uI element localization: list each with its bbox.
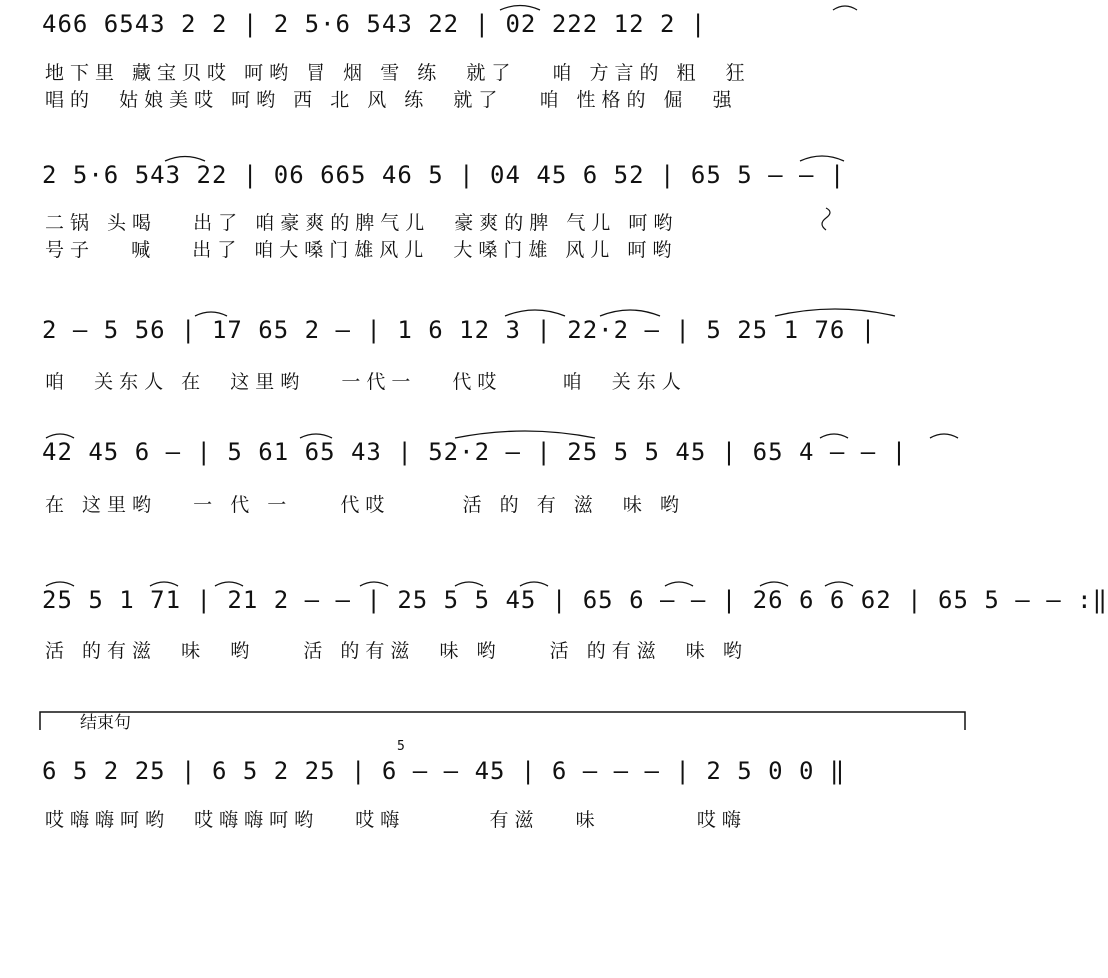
tie-mark	[665, 582, 693, 586]
lyric-row-1-line-1: 地下里 藏宝贝哎 呵哟 冒 烟 雪 练 就了 咱 方言的 粗 狂	[45, 62, 751, 84]
tie-mark	[215, 582, 243, 586]
tie-mark	[360, 582, 388, 586]
ending-bracket	[40, 712, 965, 730]
tie-mark	[300, 434, 332, 438]
tie-mark	[46, 582, 74, 586]
tie-mark	[520, 582, 548, 586]
tie-mark	[195, 312, 227, 316]
tie-mark	[455, 582, 483, 586]
tie-mark	[760, 582, 788, 586]
tie-mark	[833, 6, 857, 10]
tie-mark	[46, 434, 74, 438]
tie-mark	[825, 582, 853, 586]
lyric-row-1-line-2: 唱的 姑娘美哎 呵哟 西 北 风 练 就了 咱 性格的 倔 强	[45, 89, 738, 111]
tie-mark	[600, 310, 660, 316]
tie-mark	[930, 434, 958, 438]
lyric-brace-mark	[822, 208, 830, 230]
notation-row-5: 25 5 1 71 | 21 2 – – | 25 5 5 45 | 65 6 – – | 26 6 6 62 | 65 5 – – :‖	[42, 586, 1108, 614]
tie-mark	[505, 310, 565, 316]
tie-mark	[455, 431, 595, 438]
tie-mark	[820, 434, 848, 438]
lyric-row-2-line-2: 号子 喊 出了 咱大嗓门雄风儿 大嗓门雄 风儿 呵哟	[45, 239, 678, 261]
tie-mark	[775, 309, 895, 316]
lyric-row-2-line-1: 二锅 头喝 出了 咱豪爽的脾气儿 豪爽的脾 气儿 呵哟	[45, 212, 679, 234]
lyric-row-3-line-1: 咱 关东人 在 这里哟 一代一 代哎 咱 关东人	[45, 371, 687, 393]
tie-mark	[150, 582, 178, 586]
tie-mark	[800, 156, 844, 161]
notation-row-1: 466 6543 2 2 | 2 5·6 543 22 | 02 222 12 2 |	[42, 10, 707, 38]
ending-label: 结束句	[80, 713, 131, 733]
lyric-row-5-line-1: 活 的有滋 味 哟 活 的有滋 味 哟 活 的有滋 味 哟	[45, 640, 748, 662]
grace-note: 5	[397, 739, 405, 754]
notation-row-6: 6 5 2 25 | 6 5 2 25 | 6 – – 45 | 6 – – – | 2 5 0 0 ‖	[42, 757, 846, 785]
notation-row-2: 2 5·6 543 22 | 06 665 46 5 | 04 45 6 52 | 65 5 – – |	[42, 161, 846, 189]
notation-row-3: 2 – 5 56 | 17 65 2 – | 1 6 12 3 | 22·2 – | 5 25 1 76 |	[42, 316, 877, 344]
tie-mark	[500, 6, 540, 11]
notation-row-4: 42 45 6 – | 5 61 65 43 | 52·2 – | 25 5 5 45 | 65 4 – – |	[42, 438, 908, 466]
tie-mark	[165, 157, 205, 162]
lyric-row-4-line-1: 在 这里哟 一 代 一 代哎 活 的 有 滋 味 哟	[45, 494, 685, 516]
lyric-row-6-line-1: 哎嗨嗨呵哟 哎嗨嗨呵哟 哎嗨 有滋 味 哎嗨	[45, 809, 747, 831]
